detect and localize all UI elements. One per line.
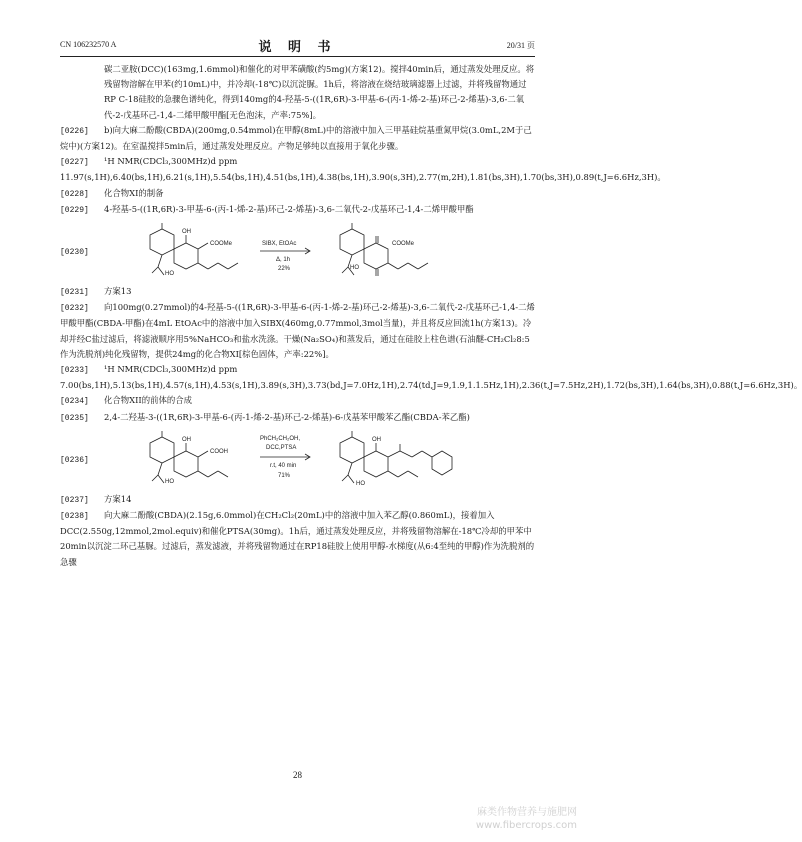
paragraph-number: [0233]	[60, 366, 89, 376]
reagent-label: PhCH₂CH₂OH,	[260, 435, 300, 442]
paragraph-text: 碳二亚胺(DCC)(163mg,1.6mmol)和催化的对甲苯磺酸(约5mg)(方案12)。搅拌40min后，通过蒸发处理反应。将残留物溶解在甲苯(约10mL)中，并冷却(-18℃)以沉淀脲。1h后，将溶液在烧结玻璃滤器上过滤，并将残留物通过RP C-18硅胶的急骤色谱纯化，得到140mg的4-羟基-5-((1R,6R)-3-甲基-6-(丙-1-烯-2-基)环己-2-烯基)-3,6-二氧代-2-戊基环己-1,4-二烯甲酸甲酯[无色泡沫，产率:75%]。	[104, 64, 535, 120]
paragraph-text: 方案14	[104, 493, 132, 504]
paragraph-text: 化合物XII的前体的合成	[104, 395, 192, 406]
paragraph-text: 向大麻二酚酸(CBDA)(2.15g,6.0mmol)在CH₂Cl₂(20mL)中的溶液中加入苯乙醇(0.860mL)，接着加入DCC(2.550g,12mmol,2mol.equiv)和催化PTSA(30mg)。1h后，通过蒸发处理反应，并将残留物溶解在-18℃冷却的甲苯中20min以沉淀二环己基脲。过滤后，蒸发滤液，并将残留物通过在RP18硅胶上使用甲醇-水梯度(从6:4至纯的甲醇)作为洗脱剂的急骤	[60, 510, 535, 567]
watermark	[476, 806, 577, 832]
paragraph-number: [0231]	[60, 288, 89, 298]
starting-material-structure	[150, 223, 238, 277]
conditions-label: Δ, 1h	[276, 257, 291, 264]
paragraph-number: [0236]	[60, 455, 89, 465]
yield-label: 71%	[278, 472, 291, 479]
reaction-arrow	[260, 436, 310, 479]
paragraph-number: [0238]	[60, 512, 89, 522]
product-structure	[340, 223, 428, 276]
hydroxyl-label: HO	[165, 478, 174, 485]
acid-label: COOH	[210, 448, 228, 455]
ester-label: COOMe	[210, 241, 233, 248]
watermark-line: 麻类作物营养与施肥网	[477, 807, 577, 818]
paragraph-number: [0234]	[60, 397, 89, 407]
header-rule	[60, 56, 535, 57]
paragraph-0232	[60, 300, 535, 362]
yield-label: 22%	[278, 266, 291, 273]
page-number: 28	[293, 770, 302, 780]
scheme-14-figure	[60, 429, 535, 489]
paragraph-number: [0226]	[60, 126, 89, 136]
watermark-line: www.fibercrops.com	[475, 820, 577, 831]
paragraph-0238	[60, 508, 535, 570]
paragraph-number: [0229]	[60, 205, 89, 215]
hydroxyl-label: OH	[182, 436, 191, 443]
document-title: 说 明 书	[258, 40, 337, 55]
paragraph-number: [0227]	[60, 158, 89, 168]
hydroxyl-label: OH	[182, 229, 191, 236]
paragraph-0233	[60, 362, 802, 393]
paragraph-number: [0230]	[60, 248, 89, 258]
scheme-13-figure	[60, 221, 535, 281]
hydroxyl-label: OH	[372, 436, 381, 443]
paragraph-number: [0237]	[60, 495, 89, 505]
paragraph-text: 4-羟基-5-((1R,6R)-3-甲基-6-(丙-1-烯-2-基)环己-2-烯基)-3,6-二氧代-2-戊基环己-1,4-二烯甲酸甲酯	[104, 203, 474, 214]
paragraph-number: [0228]	[60, 189, 89, 199]
paragraph-text: 2,4-二羟基-3-((1R,6R)-3-甲基-6-(丙-1-烯-2-基)环己-2-烯基)-6-戊基苯甲酸苯乙酯(CBDA-苯乙酯)	[104, 411, 470, 422]
reagent-label: DCC,PTSA	[266, 444, 297, 451]
paragraph-0235	[60, 410, 535, 426]
paragraph-text: b)向大麻二酚酸(CBDA)(200mg,0.54mmol)在甲醇(8mL)中的溶液中加入三甲基硅烷基重氮甲烷(3.0mL,2M于己烷中)(方案12)。在室温搅拌5min后，通过蒸发处理反应。产物足够纯以直接用于氧化步骤。	[60, 124, 532, 152]
page-header	[60, 36, 535, 56]
starting-material-structure	[150, 431, 228, 485]
scheme-14-structures	[110, 429, 470, 489]
paragraph-text: 方案13	[104, 286, 132, 297]
paragraph-0231	[60, 284, 535, 300]
paragraph-text: 向100mg(0.27mmol)的4-羟基-5-((1R,6R)-3-甲基-6-(丙-1-烯-2-基)环己-2-烯基)-3,6-二氧代-2-戊基环己-1,4-二烯甲酸甲酯(CBDA-甲酯)在4mL EtOAc中的溶液中加入SIBX(460mg,0.77mmol,3mol当量)，并且将反应回流1h(方案13)。冷却并经C盐过滤后，将滤液顺序用5%NaHCO₃和盐水洗涤。干燥(Na₂SO₄)和蒸发后，通过在硅胶上柱色谱(石油醚-CH₂Cl₂8:5作为洗脱剂)纯化残留物，提供24mg的化合物XI[棕色固体，产率:22%]。	[60, 302, 535, 359]
page-count: 20/31 页	[506, 41, 535, 50]
product-structure	[340, 431, 452, 487]
hydroxyl-label: HO	[165, 271, 174, 278]
paragraph-text: ¹H NMR(CDCl₃,300MHz)d ppm 7.00(bs,1H),5.13(bs,1H),4.57(s,1H),4.53(s,1H),3.89(s,3H),3.73(bd,J=7.0Hz,1H),2.74(td,J=9,1.9,1.1.5Hz,1H),2.36(t,J=7.5Hz,2H),1.72(bs,3H),1.64(bs,3H),0.88(t,J=6.6Hz,3H)。	[60, 364, 802, 391]
paragraph-text: ¹H NMR(CDCl₃,300MHz)d ppm 11.97(s,1H),6.40(bs,1H),6.21(s,1H),5.54(bs,1H),4.51(bs,1H),4.38(bs,1H),3.90(s,3H),2.77(m,2H),1.81(bs,3H),1.70(bs,3H),0.89(t,J=6.6Hz,3H)。	[60, 156, 666, 183]
scheme-13-structures	[110, 221, 470, 281]
hydroxyl-label: HO	[350, 265, 359, 272]
paragraph-number: [0232]	[60, 304, 89, 314]
paragraph-continuation	[60, 62, 535, 123]
document-body	[60, 62, 802, 570]
hydroxyl-label: HO	[356, 480, 365, 487]
paragraph-text: 化合物XI的制备	[104, 187, 164, 198]
ester-label: COOMe	[392, 241, 415, 248]
paragraph-0234	[60, 393, 535, 409]
patent-number: CN 106232570 A	[60, 40, 117, 49]
paragraph-0229	[60, 202, 535, 218]
paragraph-0226	[60, 123, 535, 154]
paragraph-0228	[60, 186, 535, 202]
conditions-label: r.t, 40 min	[270, 462, 297, 469]
reagent-label: SIBX, EtOAc	[262, 241, 297, 248]
paragraph-number: [0235]	[60, 413, 89, 423]
reaction-arrow	[260, 241, 310, 272]
paragraph-0237	[60, 492, 535, 508]
paragraph-0227	[60, 154, 666, 185]
